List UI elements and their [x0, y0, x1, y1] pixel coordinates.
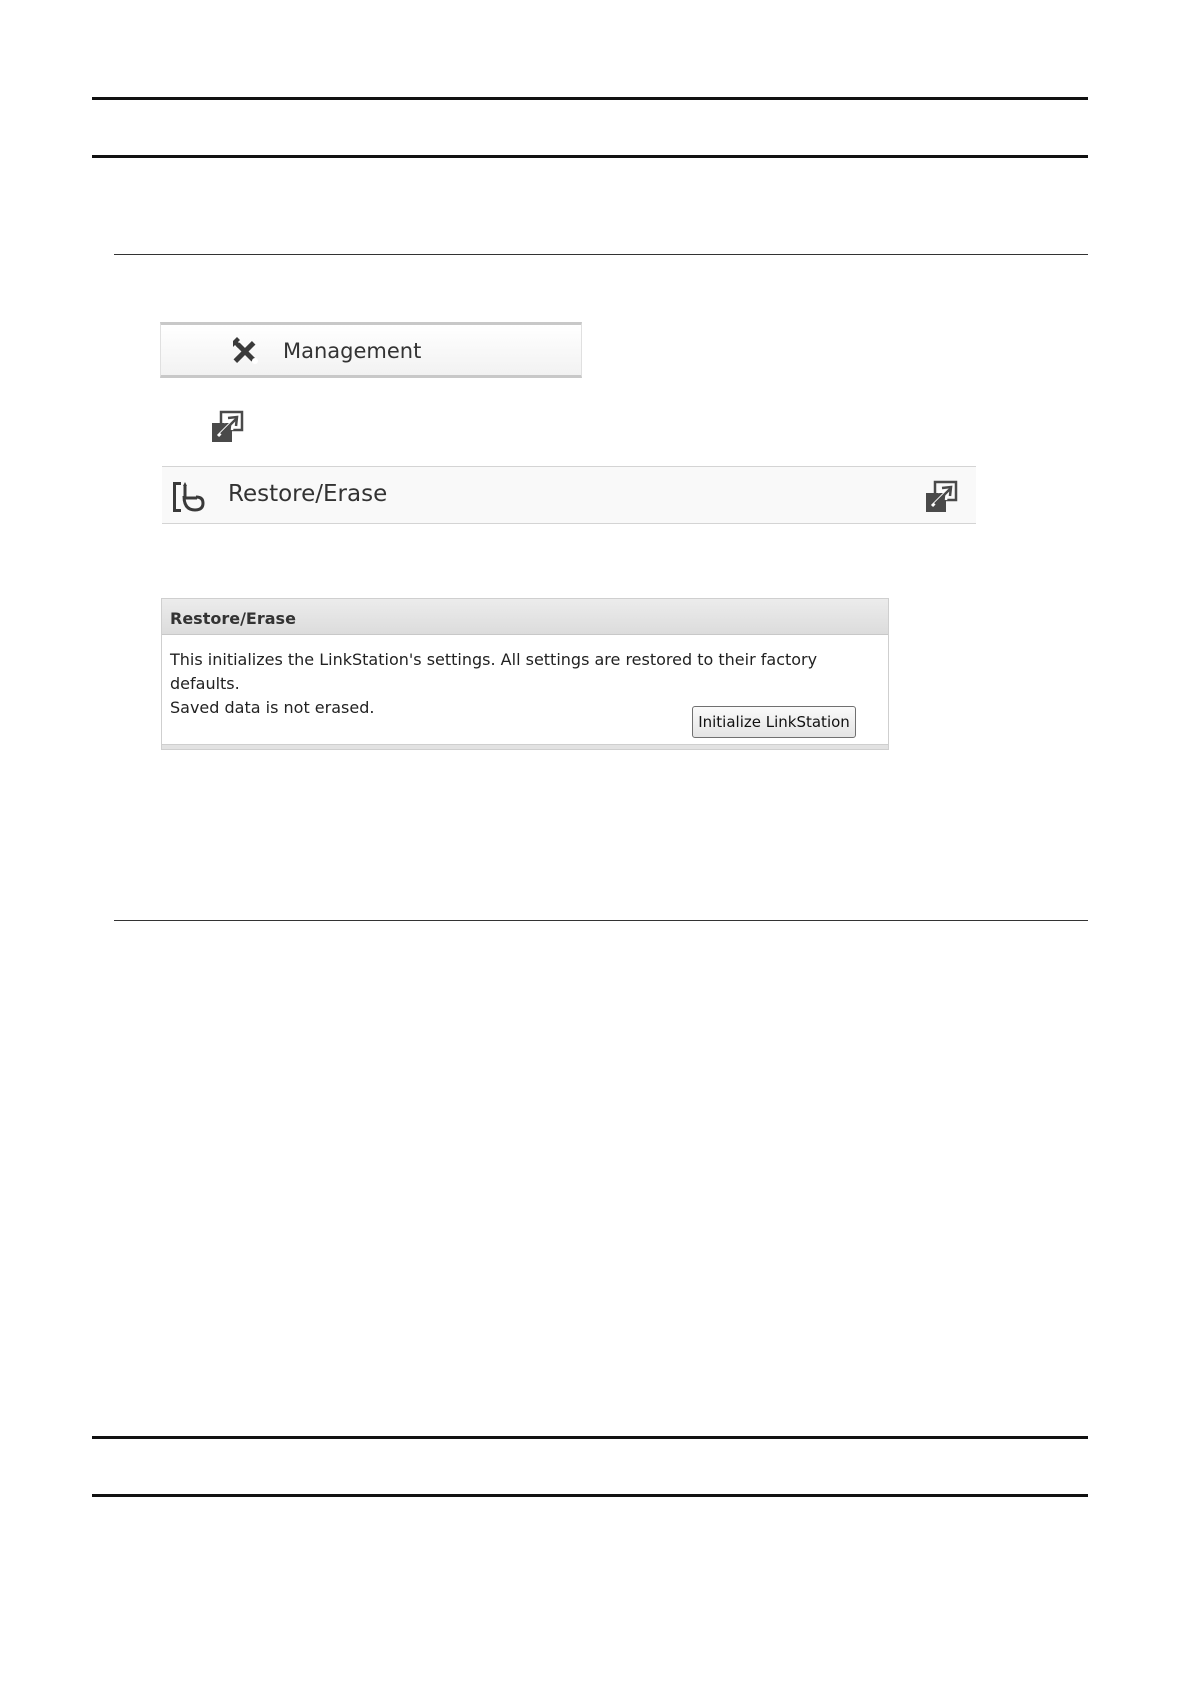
panel-description-line2: Saved data is not erased.: [170, 698, 375, 717]
header-rule-top: [92, 97, 1088, 100]
restore-erase-label: Restore/Erase: [228, 481, 388, 507]
header-rule-bottom: [92, 155, 1088, 158]
initialize-linkstation-button[interactable]: Initialize LinkStation: [692, 706, 856, 738]
restore-erase-panel: [161, 598, 889, 750]
panel-description-line1: This initializes the LinkStation's settings. All settings are restored to their factory defaults.: [170, 650, 818, 693]
management-label: Management: [283, 339, 422, 363]
tools-icon: [229, 335, 261, 367]
section-rule-top: [114, 254, 1088, 255]
footer-rule-top: [92, 1436, 1088, 1439]
restore-erase-row[interactable]: [162, 466, 976, 524]
panel-footer: [162, 744, 888, 749]
section-rule-bottom: [114, 920, 1088, 921]
restore-icon: [170, 480, 206, 514]
expand-window-icon: [210, 410, 244, 444]
expand-window-icon[interactable]: [924, 480, 958, 514]
panel-title: Restore/Erase: [162, 599, 888, 635]
footer-rule-bottom: [92, 1494, 1088, 1497]
management-tab[interactable]: [160, 322, 582, 378]
